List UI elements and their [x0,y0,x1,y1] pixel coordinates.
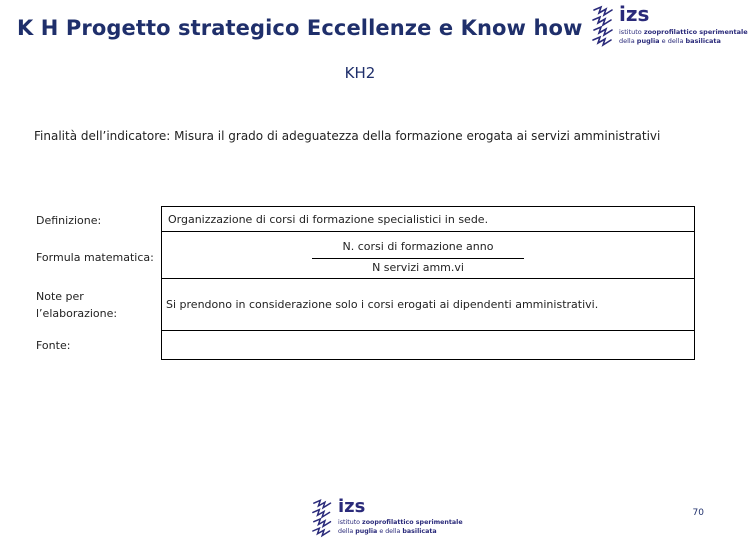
logo-subtitle-line2: della puglia e della basilicata [338,528,437,535]
formula-numerator: N. corsi di formazione anno [342,240,494,253]
page-number: 70 [692,508,704,518]
row-divider [161,231,695,232]
definition-label: Definizione: [36,214,102,227]
row-divider [161,330,695,331]
footer-logo [311,496,463,539]
logo-subtitle-line1: istituto zooprofilattico sperimentale [619,28,748,36]
source-label: Fonte: [36,339,71,352]
logo-wordmark: izs [338,496,366,517]
logo-subtitle-line1: istituto zooprofilattico sperimentale [338,519,463,526]
page-title: K H Progetto strategico Eccellenze e Know how [17,16,583,40]
logo-wordmark: izs [619,2,650,26]
indicator-code: KH2 [344,64,376,82]
row-divider [161,278,695,279]
formula-denominator: N servizi amm.vi [372,261,464,274]
logo-subtitle-line2: della puglia e della basilicata [619,37,721,45]
notes-label: Note per l’elaborazione: [36,290,118,320]
notes-value: Si prendono in considerazione solo i corsi erogati ai dipendenti amministrativi. [166,298,599,311]
formula-label: Formula matematica: [36,251,154,264]
indicator-table-frame [161,206,695,360]
izs-logo-mark-icon [591,4,619,48]
fraction-bar [312,258,524,259]
indicator-purpose: Finalità dell’indicatore: Misura il grado di adeguatezza della formazione erogata ai servizi amministrativi [34,129,661,143]
izs-logo-mark-icon [311,497,337,539]
header-logo [591,2,748,48]
definition-value: Organizzazione di corsi di formazione specialistici in sede. [168,213,489,226]
